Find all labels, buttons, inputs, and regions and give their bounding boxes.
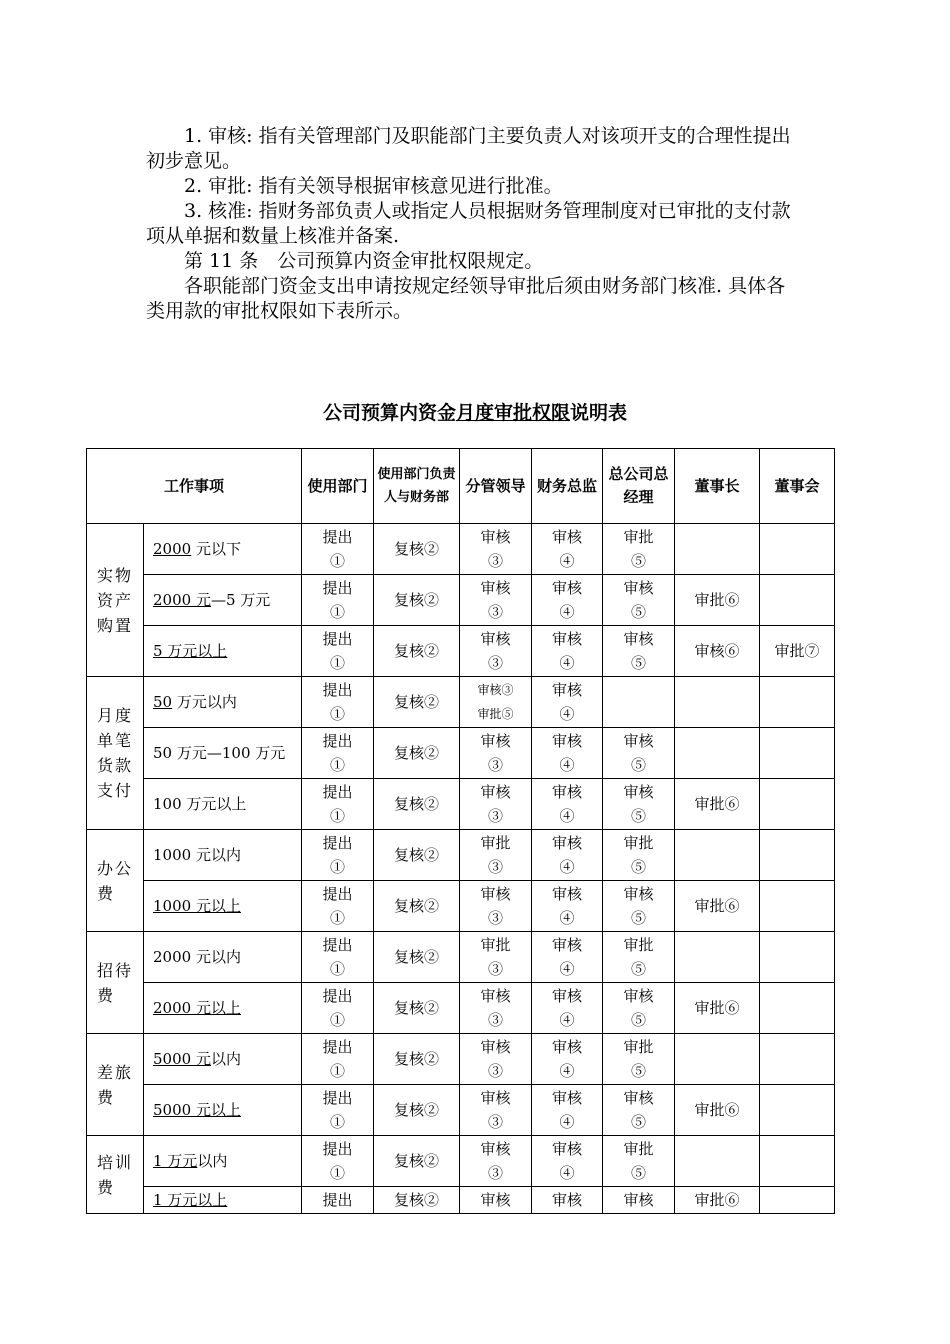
cell-c6 [675, 1034, 760, 1085]
header-gm: 总公司总经理 [603, 449, 675, 524]
cell-c4: 审核④ [532, 626, 603, 677]
table-row [87, 1034, 835, 1085]
cell-c7 [760, 1136, 835, 1187]
item-label [144, 524, 302, 575]
cell-c2: 复核② [374, 779, 460, 830]
table-title-part1: 公司预算内资金 [322, 402, 456, 424]
cell-c5: 审批⑤ [603, 932, 675, 983]
cell-c3-line2: 审批⑤ [477, 707, 514, 721]
cell-c1: 提出① [302, 677, 374, 728]
cell-c7 [760, 881, 835, 932]
cell-c7 [760, 830, 835, 881]
cell-c6 [675, 830, 760, 881]
cell-c2: 复核② [374, 626, 460, 677]
item-label [144, 728, 302, 779]
item-label-text: 50 万元—100 万元 [153, 744, 286, 762]
table-row [87, 677, 835, 728]
cell-c1: 提出① [302, 932, 374, 983]
item-label-text: 万元以内 [172, 693, 237, 711]
cell-c1: 提出① [302, 1136, 374, 1187]
cell-c7 [760, 575, 835, 626]
cell-c5: 审核⑤ [603, 881, 675, 932]
item-label [144, 1085, 302, 1136]
header-board: 董事会 [760, 449, 835, 524]
cell-c5 [603, 677, 675, 728]
cell-c5: 审批⑤ [603, 1034, 675, 1085]
cell-c1: 提出① [302, 779, 374, 830]
item-label-underlined: 1 万元以上 [153, 1191, 228, 1209]
item-label-text: 2000 元以内 [153, 948, 241, 966]
cell-c4: 审核④ [532, 881, 603, 932]
cell-c6: 审批⑥ [675, 575, 760, 626]
table-row [87, 932, 835, 983]
cell-c4: 审核④ [532, 728, 603, 779]
cell-c5: 审批⑤ [603, 830, 675, 881]
header-work-item: 工作事项 [87, 449, 302, 524]
item-label-underlined: 50 [153, 693, 173, 711]
cell-c7 [760, 728, 835, 779]
cell-c1: 提出① [302, 830, 374, 881]
cell-c7 [760, 932, 835, 983]
cell-c4: 审核④ [532, 830, 603, 881]
cell-c7 [760, 779, 835, 830]
cell-c2: 复核② [374, 1085, 460, 1136]
cell-c5: 审核⑤ [603, 626, 675, 677]
item-label [144, 881, 302, 932]
cell-c4: 审核④ [532, 524, 603, 575]
cell-c6: 审核⑥ [675, 626, 760, 677]
cell-c7 [760, 1085, 835, 1136]
table-row [87, 1085, 835, 1136]
group-label: 办公费 [87, 830, 144, 932]
table-title-part3: 说明表 [570, 402, 628, 424]
cell-c5: 审批⑤ [603, 1136, 675, 1187]
cell-c4: 审核④ [532, 1136, 603, 1187]
item-label-text: 1000 元以内 [153, 846, 241, 864]
item-label-text: 以内 [210, 1050, 241, 1068]
cell-c3: 审批③ [460, 830, 532, 881]
item-label [144, 983, 302, 1034]
cell-c5: 审核⑤ [603, 575, 675, 626]
approval-authority-table [86, 448, 835, 1214]
cell-c4: 审核④ [532, 983, 603, 1034]
group-label: 实物资产购置 [87, 524, 144, 677]
item-label [144, 626, 302, 677]
cell-c7 [760, 1187, 835, 1214]
paragraph-approval-definition: 2. 审批: 指有关领导根据审核意见进行批准。 [146, 175, 563, 197]
cell-c3: 审批③ [460, 932, 532, 983]
group-label: 招待费 [87, 932, 144, 1034]
cell-c1: 提出 [302, 1187, 374, 1214]
cell-c3: 审核③ [460, 575, 532, 626]
group-label: 培训费 [87, 1136, 144, 1214]
cell-c1: 提出① [302, 881, 374, 932]
cell-c4: 审核④ [532, 1034, 603, 1085]
item-label-underlined: 1 万元 [153, 1152, 198, 1170]
item-label-underlined: 1000 元以上 [153, 897, 241, 915]
item-label [144, 677, 302, 728]
cell-c3: 审核 [460, 1187, 532, 1214]
cell-c2: 复核② [374, 575, 460, 626]
cell-c6 [675, 728, 760, 779]
table-row [87, 575, 835, 626]
group-label: 月度单笔货款支付 [87, 677, 144, 830]
cell-c6 [675, 1136, 760, 1187]
cell-c3: 审核③ [460, 983, 532, 1034]
cell-c5: 审核⑤ [603, 1085, 675, 1136]
item-label [144, 1187, 302, 1214]
cell-c6: 审批⑥ [675, 983, 760, 1034]
cell-c4: 审核 [532, 1187, 603, 1214]
item-label-text: 元以下 [191, 540, 241, 558]
table-row [87, 728, 835, 779]
cell-c3 [460, 677, 532, 728]
cell-c3: 审核③ [460, 1085, 532, 1136]
cell-c3: 审核③ [460, 881, 532, 932]
cell-c4: 审核④ [532, 677, 603, 728]
header-cfo: 财务总监 [532, 449, 603, 524]
cell-c2: 复核② [374, 677, 460, 728]
item-label-underlined: 5000 元以上 [153, 1101, 241, 1119]
header-user-dept: 使用部门 [302, 449, 374, 524]
paragraph-audit-definition: 1. 审核: 指有关管理部门及职能部门主要负责人对该项开支的合理性提出初步意见。 [146, 125, 791, 172]
item-label-underlined: 2000 元以上 [153, 999, 241, 1017]
cell-c4: 审核④ [532, 575, 603, 626]
item-label-underlined: 2000 [153, 540, 192, 558]
paragraph-dept-requests: 各职能部门资金支出申请按规定经领导审批后须由财务部门核准. 具体各类用款的审批权限如下表所示。 [146, 275, 786, 322]
cell-c1: 提出① [302, 1085, 374, 1136]
cell-c2: 复核② [374, 1034, 460, 1085]
cell-c6: 审批⑥ [675, 1187, 760, 1214]
cell-c2: 复核② [374, 932, 460, 983]
paragraph-article-11: 第 11 条 公司预算内资金审批权限规定。 [146, 250, 544, 272]
cell-c2: 复核② [374, 881, 460, 932]
cell-c1: 提出① [302, 1034, 374, 1085]
cell-c1: 提出① [302, 524, 374, 575]
cell-c4: 审核④ [532, 932, 603, 983]
cell-c7 [760, 1034, 835, 1085]
cell-c3-line1: 审核③ [477, 683, 514, 697]
header-chairman: 董事长 [675, 449, 760, 524]
cell-c1: 提出① [302, 575, 374, 626]
cell-c7 [760, 983, 835, 1034]
cell-c2: 复核② [374, 728, 460, 779]
cell-c1: 提出① [302, 983, 374, 1034]
item-label [144, 779, 302, 830]
item-label-underlined: 5 万元以上 [153, 642, 228, 660]
item-label-text: 100 万元以上 [153, 795, 247, 813]
cell-c2: 复核② [374, 1136, 460, 1187]
table-row [87, 881, 835, 932]
cell-c3: 审核③ [460, 1034, 532, 1085]
table-row [87, 1136, 835, 1187]
cell-c3: 审核③ [460, 626, 532, 677]
item-label-underlined: 2000 元 [153, 591, 211, 609]
cell-c7: 审批⑦ [760, 626, 835, 677]
cell-c2: 复核② [374, 830, 460, 881]
header-row [87, 449, 835, 524]
cell-c3: 审核③ [460, 524, 532, 575]
group-label: 差旅费 [87, 1034, 144, 1136]
item-label-text: —5 万元 [210, 591, 271, 609]
item-label [144, 1034, 302, 1085]
item-label-underlined: 5000 元 [153, 1050, 211, 1068]
cell-c6: 审批⑥ [675, 779, 760, 830]
item-label [144, 575, 302, 626]
cell-c4: 审核④ [532, 779, 603, 830]
paragraph-verification-definition: 3. 核准: 指财务部负责人或指定人员根据财务管理制度对已审批的支付款项从单据和数量上核准并备案. [146, 200, 791, 247]
cell-c7 [760, 677, 835, 728]
table-title-part2: 月度审批权限 [455, 402, 570, 424]
item-label [144, 932, 302, 983]
cell-c7 [760, 524, 835, 575]
table-row [87, 830, 835, 881]
cell-c6: 审批⑥ [675, 1085, 760, 1136]
item-label [144, 830, 302, 881]
cell-c1: 提出① [302, 626, 374, 677]
item-label-text: 以内 [197, 1152, 228, 1170]
table-row [87, 626, 835, 677]
cell-c2: 复核② [374, 1187, 460, 1214]
cell-c2: 复核② [374, 983, 460, 1034]
table-row [87, 779, 835, 830]
cell-c6: 审批⑥ [675, 881, 760, 932]
cell-c4: 审核④ [532, 1085, 603, 1136]
cell-c5: 审批⑤ [603, 524, 675, 575]
table-row [87, 524, 835, 575]
cell-c6 [675, 932, 760, 983]
cell-c6 [675, 677, 760, 728]
cell-c3: 审核③ [460, 779, 532, 830]
cell-c5: 审核⑤ [603, 728, 675, 779]
cell-c5: 审核⑤ [603, 983, 675, 1034]
cell-c2: 复核② [374, 524, 460, 575]
table-title [0, 398, 950, 425]
header-dept-head-finance: 使用部门负责人与财务部 [374, 449, 460, 524]
item-label [144, 1136, 302, 1187]
cell-c6 [675, 524, 760, 575]
cell-c1: 提出① [302, 728, 374, 779]
header-vp: 分管领导 [460, 449, 532, 524]
cell-c5: 审核⑤ [603, 779, 675, 830]
table-row [87, 983, 835, 1034]
table-row [87, 1187, 835, 1214]
cell-c3: 审核③ [460, 728, 532, 779]
cell-c3: 审核③ [460, 1136, 532, 1187]
cell-c5: 审核 [603, 1187, 675, 1214]
